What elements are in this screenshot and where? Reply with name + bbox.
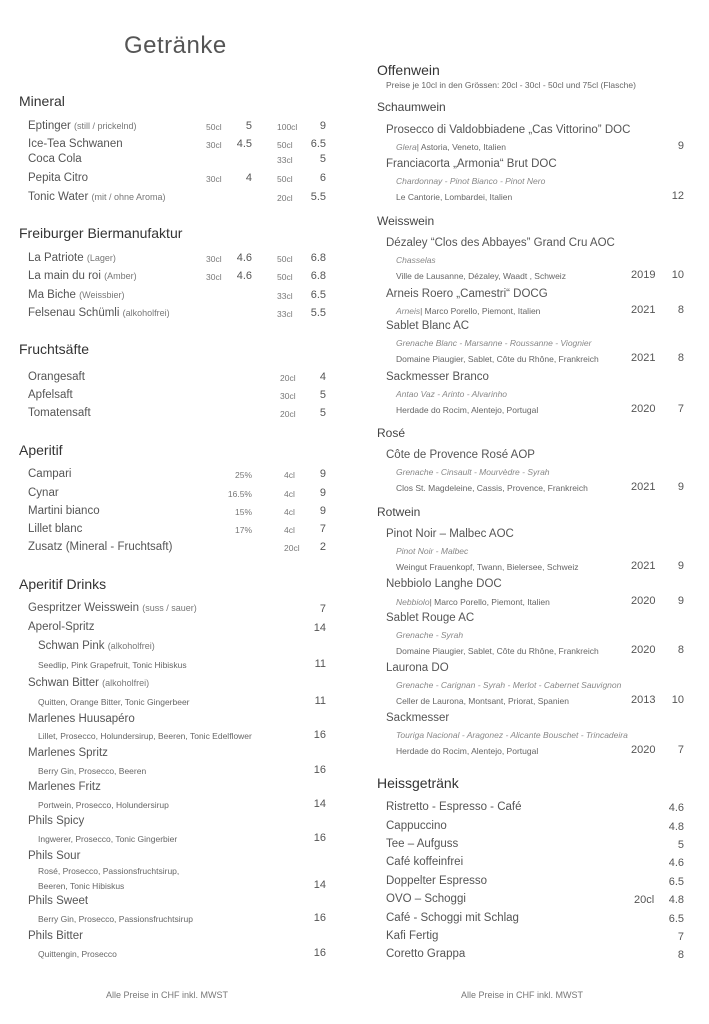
list-item: Doppelter Espresso — [386, 875, 487, 887]
item-price: 16 — [313, 764, 326, 776]
list-item: Schwan Pink (alkoholfrei) — [38, 640, 155, 652]
wine-origin: Glera| Astoria, Veneto, Italien — [396, 142, 506, 152]
wine-name: Arneis Roero „Camestri“ DOCG — [386, 288, 548, 300]
list-item: Zusatz (Mineral - Fruchtsaft) — [28, 541, 173, 553]
wine-price: 8 — [677, 352, 684, 364]
wine-year: 2020 — [631, 744, 656, 756]
item-size: 20cl — [634, 894, 655, 906]
wine-origin: Herdade do Rocim, Alentejo, Portugal — [396, 405, 539, 415]
item-price: 6.5 — [668, 913, 684, 925]
wine-price: 9 — [677, 560, 684, 572]
list-item: Schwan Bitter (alkoholfrei) — [28, 677, 150, 689]
list-item: Ristretto - Espresso - Café — [386, 801, 522, 813]
wine-name: Sackmesser Branco — [386, 371, 489, 383]
wine-name: Pinot Noir – Malbec AOC — [386, 528, 514, 540]
list-item: Tonic Water (mit / ohne Aroma) — [28, 191, 166, 203]
wine-grapes: Touriga Nacional - Aragonez - Alicante Bouschet - Trincadeira — [396, 730, 628, 740]
list-item: Phils Sour — [28, 850, 81, 862]
section-rose-heading: Rosé — [377, 426, 406, 440]
list-item: Aperol-Spritz — [28, 621, 95, 633]
wine-year: 2021 — [631, 352, 656, 364]
section-aperitif-heading: Aperitif — [19, 442, 63, 458]
item-price: 4.6 — [668, 857, 684, 869]
list-item: Tomatensaft — [28, 407, 91, 419]
list-item: OVO – Schoggi — [386, 893, 466, 905]
item-price: 9 — [319, 487, 326, 499]
wine-name: Prosecco di Valdobbiadene „Cas Vittorino” DOC — [386, 124, 631, 136]
item-price: 16 — [313, 947, 326, 959]
wine-name: Côte de Provence Rosé AOP — [386, 449, 535, 461]
wine-price: 9 — [677, 595, 684, 607]
wine-price: 10 — [671, 269, 684, 281]
item-price: 5 — [319, 389, 326, 401]
list-item: Marlenes Huusapéro — [28, 713, 135, 725]
list-item: Café - Schoggi mit Schlag — [386, 912, 519, 924]
list-item: Apfelsaft — [28, 389, 73, 401]
item-price: 9 — [319, 120, 326, 132]
wine-year: 2019 — [631, 269, 656, 281]
wine-grapes: Grenache - Cinsault - Mourvèdre - Syrah — [396, 467, 550, 477]
wine-grapes: Grenache - Syrah — [396, 630, 464, 640]
item-price: 4.6 — [668, 802, 684, 814]
wine-grapes: Pinot Noir - Malbec — [396, 546, 469, 556]
offenwein-note: Preise je 10cl in den Grössen: 20cl - 30cl - 50cl und 75cl (Flasche) — [386, 80, 636, 90]
item-abv: 25% — [234, 470, 252, 480]
wine-year: 2020 — [631, 644, 656, 656]
wine-name: Dézaley “Clos des Abbayes” Grand Cru AOC — [386, 237, 615, 249]
item-price: 2 — [319, 541, 326, 553]
item-price: 9 — [319, 505, 326, 517]
item-price: 4 — [245, 172, 252, 184]
wine-grapes: Antao Vaz - Arinto - Alvarinho — [396, 389, 508, 399]
wine-origin: Herdade do Rocim, Alentejo, Portugal — [396, 746, 539, 756]
list-item: Phils Spicy — [28, 815, 85, 827]
item-price: 6.5 — [310, 289, 326, 301]
item-price: 14 — [313, 622, 326, 634]
list-item: Eptinger (still / prickelnd) — [28, 120, 137, 132]
list-item: Coretto Grappa — [386, 948, 466, 960]
item-size: 50cl — [277, 254, 293, 264]
item-price: 6.8 — [310, 270, 326, 282]
section-freiburger-heading: Freiburger Biermanufaktur — [19, 225, 183, 241]
item-description: Seedlip, Pink Grapefruit, Tonic Hibiskus — [38, 660, 187, 670]
item-price: 6.5 — [310, 138, 326, 150]
item-price: 5 — [319, 153, 326, 165]
wine-price: 10 — [671, 694, 684, 706]
list-item: Marlenes Spritz — [28, 747, 108, 759]
item-description: Rosé, Prosecco, Passionsfruchtsirup, — [38, 866, 180, 876]
wine-name: Sablet Rouge AC — [386, 612, 475, 624]
item-description: Ingwerer, Prosecco, Tonic Gingerbier — [38, 834, 178, 844]
list-item: Marlenes Fritz — [28, 781, 101, 793]
list-item: Coca Cola — [28, 153, 82, 165]
wine-origin: Arneis| Marco Porello, Piemont, Italien — [396, 306, 541, 316]
item-size: 100cl — [277, 122, 298, 132]
wine-grapes: Chasselas — [396, 255, 436, 265]
wine-origin: Domaine Piaugier, Sablet, Côte du Rhône, Frankreich — [396, 354, 599, 364]
list-item: Orangesaft — [28, 371, 85, 383]
item-price: 5 — [677, 839, 684, 851]
wine-price: 9 — [677, 140, 684, 152]
section-drinks-heading: Aperitif Drinks — [19, 576, 107, 592]
item-price: 6.5 — [668, 876, 684, 888]
wine-year: 2021 — [631, 304, 656, 316]
item-size: 4cl — [284, 489, 295, 499]
section-weisswein-heading: Weisswein — [377, 214, 435, 228]
wine-year: 2013 — [631, 694, 656, 706]
item-price: 4.6 — [236, 270, 252, 282]
item-description: Beeren, Tonic Hibiskus — [38, 881, 125, 891]
list-item: Ice-Tea Schwanen — [28, 138, 123, 150]
wine-grapes: Chardonnay - Pinot Bianco - Pinot Nero — [396, 176, 546, 186]
section-heissgetraenk-heading: Heissgetränk — [377, 775, 459, 791]
section-fruchtsaefte-heading: Fruchtsäfte — [19, 341, 90, 357]
item-price: 4.8 — [668, 821, 684, 833]
item-size: 4cl — [284, 470, 295, 480]
section-mineral-heading: Mineral — [19, 93, 65, 109]
list-item: Ma Biche (Weissbier) — [28, 289, 125, 301]
item-price: 6 — [319, 172, 326, 184]
item-abv: 16.5% — [227, 489, 252, 499]
left-footer-note: Alle Preise in CHF inkl. MWST — [106, 990, 229, 1000]
item-price: 9 — [319, 468, 326, 480]
item-size: 50cl — [277, 272, 293, 282]
item-size: 30cl — [280, 391, 296, 401]
item-size: 50cl — [206, 122, 222, 132]
item-size: 20cl — [280, 409, 296, 419]
item-size: 33cl — [277, 309, 293, 319]
item-price: 5 — [319, 407, 326, 419]
item-abv: 17% — [234, 525, 252, 535]
item-description: Portwein, Prosecco, Holundersirup — [38, 800, 169, 810]
wine-origin: Domaine Piaugier, Sablet, Côte du Rhône, Frankreich — [396, 646, 599, 656]
wine-origin: Nebbiolo| Marco Porello, Piemont, Italien — [396, 597, 550, 607]
list-item: La Patriote (Lager) — [28, 252, 116, 264]
list-item: Tee – Aufguss — [386, 838, 459, 850]
section-rotwein-heading: Rotwein — [377, 505, 421, 519]
item-size: 20cl — [280, 373, 296, 383]
list-item: Phils Bitter — [28, 930, 83, 942]
item-description: Lillet, Prosecco, Holundersirup, Beeren, Tonic Edelflower — [38, 731, 252, 741]
page-title: Getränke — [124, 32, 227, 59]
item-price: 11 — [314, 695, 326, 707]
item-description: Berry Gin, Prosecco, Beeren — [38, 766, 147, 776]
item-price: 14 — [313, 798, 326, 810]
item-size: 50cl — [277, 140, 293, 150]
wine-price: 7 — [677, 403, 684, 415]
wine-price: 9 — [677, 481, 684, 493]
item-abv: 15% — [234, 507, 252, 517]
item-size: 50cl — [277, 174, 293, 184]
item-size: 4cl — [284, 525, 295, 535]
item-price: 16 — [313, 912, 326, 924]
item-price: 4.6 — [236, 252, 252, 264]
item-description: Berry Gin, Prosecco, Passionsfruchtsirup — [38, 914, 193, 924]
item-price: 14 — [313, 879, 326, 891]
list-item: Kafi Fertig — [386, 930, 439, 942]
item-price: 5.5 — [310, 191, 326, 203]
item-size: 33cl — [277, 155, 293, 165]
item-price: 16 — [313, 729, 326, 741]
list-item: Gespritzer Weisswein (suss / sauer) — [28, 602, 197, 614]
item-size: 33cl — [277, 291, 293, 301]
wine-name: Sackmesser — [386, 712, 450, 724]
item-size: 20cl — [284, 543, 300, 553]
item-price: 4.8 — [668, 894, 684, 906]
list-item: Campari — [28, 468, 72, 480]
section-schaumwein-heading: Schaumwein — [377, 100, 446, 114]
item-size: 30cl — [206, 272, 222, 282]
item-price: 6.8 — [310, 252, 326, 264]
list-item: Cynar — [28, 487, 59, 499]
wine-price: 8 — [677, 644, 684, 656]
item-size: 20cl — [277, 193, 293, 203]
wine-price: 12 — [671, 190, 684, 202]
wine-year: 2021 — [631, 560, 656, 572]
item-size: 30cl — [206, 140, 222, 150]
item-price: 4 — [319, 371, 326, 383]
list-item: La main du roi (Amber) — [28, 270, 137, 282]
item-price: 7 — [677, 931, 684, 943]
wine-origin: Weingut Frauenkopf, Twann, Bielersee, Schweiz — [396, 562, 579, 572]
wine-grapes: Grenache Blanc - Marsanne - Roussanne - Viognier — [396, 338, 592, 348]
item-price: 8 — [677, 949, 684, 961]
wine-origin: Celler de Laurona, Montsant, Priorat, Spanien — [396, 696, 569, 706]
wine-price: 7 — [677, 744, 684, 756]
list-item: Felsenau Schümli (alkoholfrei) — [28, 307, 170, 319]
right-footer-note: Alle Preise in CHF inkl. MWST — [461, 990, 584, 1000]
section-offenwein-heading: Offenwein — [377, 62, 440, 78]
list-item: Pepita Citro — [28, 172, 89, 184]
item-size: 30cl — [206, 174, 222, 184]
item-description: Quitten, Orange Bitter, Tonic Gingerbeer — [38, 697, 190, 707]
wine-origin: Ville de Lausanne, Dézaley, Waadt , Schweiz — [396, 271, 566, 281]
list-item: Café koffeinfrei — [386, 856, 464, 868]
list-item: Lillet blanc — [28, 523, 83, 535]
wine-year: 2020 — [631, 595, 656, 607]
item-size: 30cl — [206, 254, 222, 264]
list-item: Cappuccino — [386, 820, 447, 832]
list-item: Martini bianco — [28, 505, 100, 517]
wine-grapes: Grenache - Carignan - Syrah - Merlot - Cabernet Sauvignon — [396, 680, 622, 690]
wine-origin: Clos St. Magdeleine, Cassis, Provence, Frankreich — [396, 483, 588, 493]
item-price: 7 — [319, 603, 326, 615]
list-item: Phils Sweet — [28, 895, 89, 907]
wine-name: Nebbiolo Langhe DOC — [386, 578, 502, 590]
item-price: 16 — [313, 832, 326, 844]
item-price: 5 — [245, 120, 252, 132]
wine-name: Laurona DO — [386, 662, 449, 674]
item-price: 4.5 — [236, 138, 252, 150]
wine-name: Sablet Blanc AC — [386, 320, 470, 332]
wine-year: 2020 — [631, 403, 656, 415]
wine-name: Franciacorta „Armonia“ Brut DOC — [386, 158, 557, 170]
wine-price: 8 — [677, 304, 684, 316]
item-price: 7 — [319, 523, 326, 535]
item-size: 4cl — [284, 507, 295, 517]
wine-origin: Le Cantorie, Lombardei, Italien — [396, 192, 513, 202]
item-price: 5.5 — [310, 307, 326, 319]
item-description: Quittengin, Prosecco — [38, 949, 117, 959]
item-price: 11 — [314, 658, 326, 670]
wine-year: 2021 — [631, 481, 656, 493]
